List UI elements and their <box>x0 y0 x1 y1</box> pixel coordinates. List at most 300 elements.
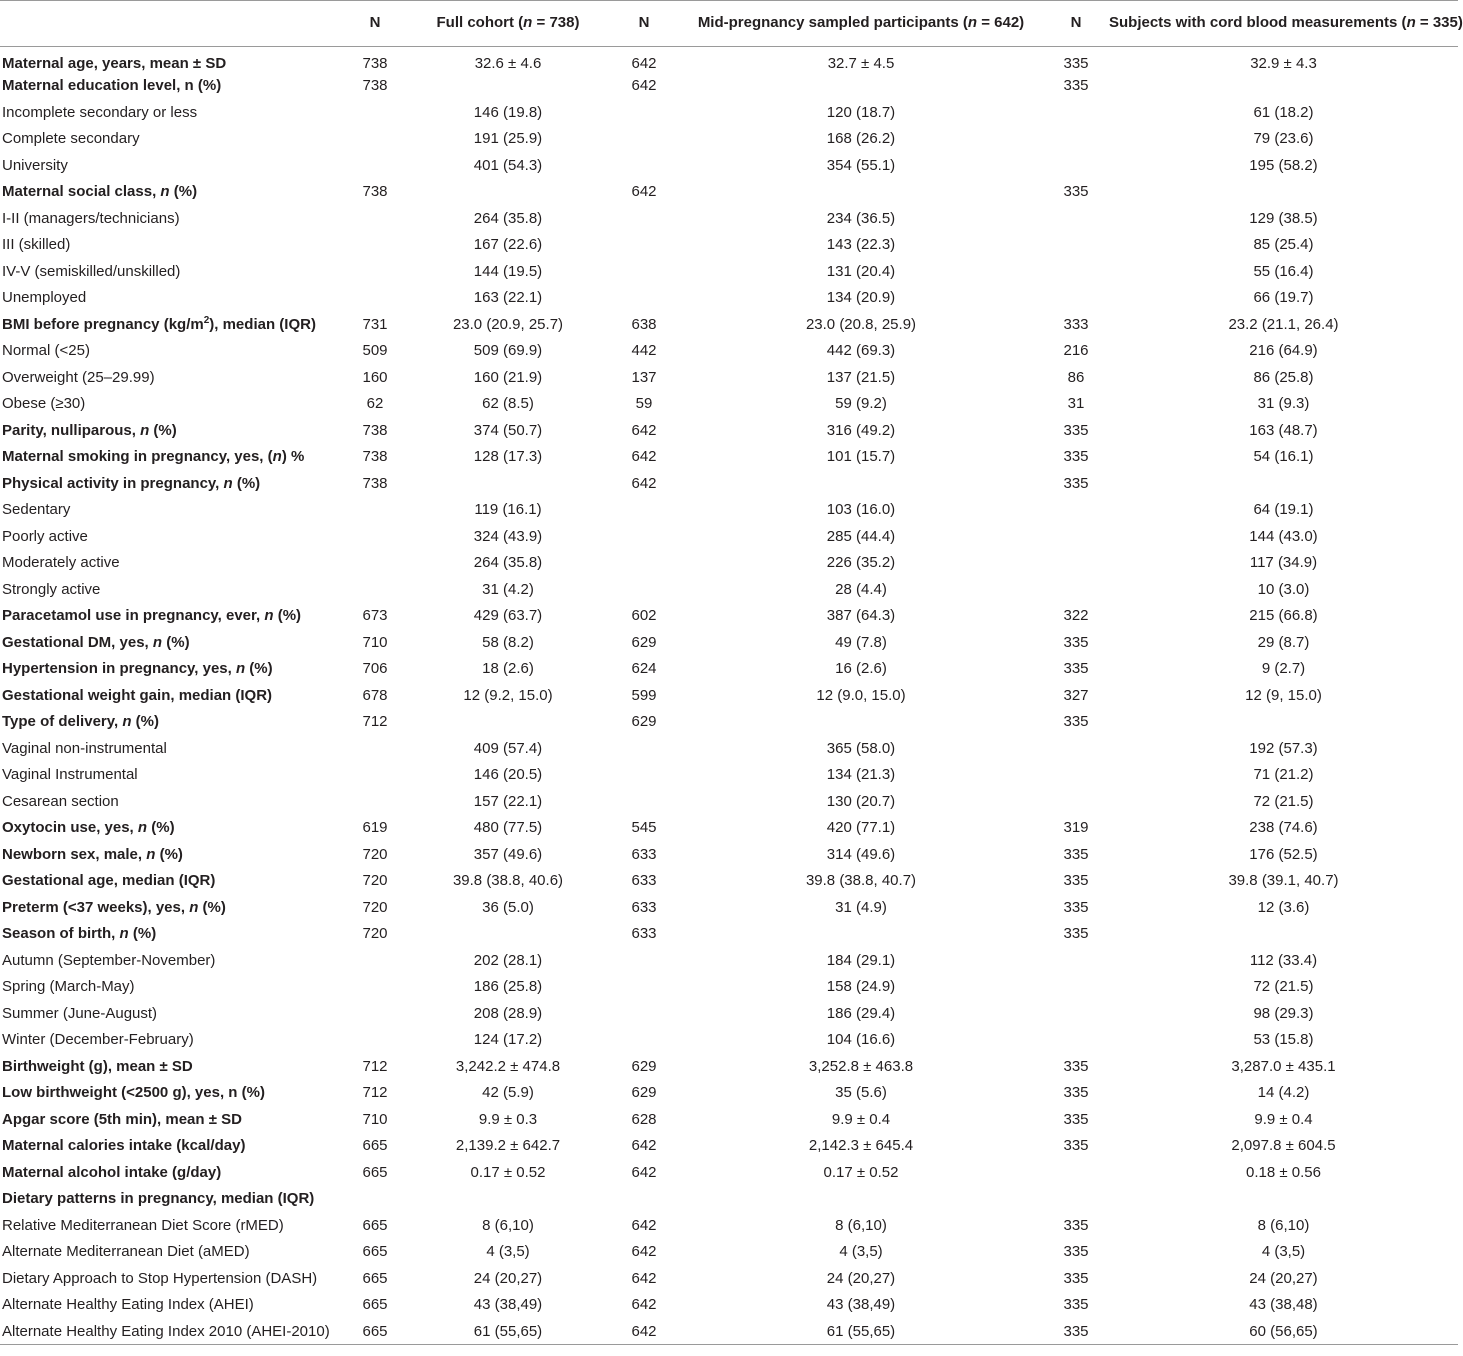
cord-blood-cell: 9 (2.7) <box>1261 660 1306 678</box>
cord-blood-cell: 86 (25.8) <box>1253 368 1314 386</box>
table-row <box>0 656 1458 683</box>
n-mid-cell <box>609 762 679 789</box>
n-cord-cell: 86 <box>1067 368 1085 386</box>
n-full-cell: 619 <box>362 819 388 837</box>
cord-blood-cell <box>1109 73 1458 100</box>
row-label: Maternal education level, n (%) <box>2 77 222 95</box>
row-label: Strongly active <box>2 580 101 598</box>
mid-pregnancy-cell: 134 (21.3) <box>826 766 896 784</box>
mid-pregnancy-cell: 0.17 ± 0.52 <box>823 1163 899 1181</box>
mid-pregnancy-cell <box>679 179 1043 206</box>
table-row <box>0 868 1458 895</box>
n-mid-cell <box>609 205 679 232</box>
n-mid-cell: 642 <box>631 1216 657 1234</box>
n-full-cell <box>343 285 407 312</box>
n-mid-cell: 442 <box>631 342 657 360</box>
n-full-cell: 731 <box>362 315 388 333</box>
full-cohort-cell: 23.0 (20.9, 25.7) <box>452 315 564 333</box>
table-row <box>0 629 1458 656</box>
table-row <box>0 497 1458 524</box>
n-mid-cell: 137 <box>631 368 657 386</box>
cord-blood-cell: 53 (15.8) <box>1253 1031 1314 1049</box>
n-full-cell: 665 <box>362 1137 388 1155</box>
cord-blood-cell: 144 (43.0) <box>1249 527 1318 545</box>
cord-blood-cell: 216 (64.9) <box>1249 342 1318 360</box>
n-cord-cell: 31 <box>1067 395 1085 413</box>
n-full-cell <box>343 788 407 815</box>
n-full-cell <box>343 974 407 1001</box>
full-cohort-cell: 43 (38,49) <box>473 1296 543 1314</box>
n-full-cell <box>343 576 407 603</box>
table-row <box>0 921 1458 948</box>
n-full-cell: 720 <box>362 872 388 890</box>
n-cord-cell <box>1043 126 1109 153</box>
n-full-cell: 160 <box>362 368 388 386</box>
n-mid-cell <box>609 152 679 179</box>
mid-pregnancy-cell: 43 (38,49) <box>826 1296 896 1314</box>
table-row <box>0 815 1458 842</box>
n-cord-cell <box>1043 974 1109 1001</box>
full-cohort-cell: 509 (69.9) <box>473 342 543 360</box>
n-cord-cell <box>1043 99 1109 126</box>
n-cord-cell: 335 <box>1063 633 1089 651</box>
n-cord-cell: 335 <box>1063 845 1089 863</box>
cord-blood-cell: 60 (56,65) <box>1109 1318 1458 1345</box>
table-row <box>0 947 1458 974</box>
table-row <box>0 99 1458 126</box>
table-row <box>0 338 1458 365</box>
mid-pregnancy-cell: 143 (22.3) <box>826 236 896 254</box>
mid-pregnancy-cell: 158 (24.9) <box>826 978 896 996</box>
n-mid-cell: 629 <box>631 633 657 651</box>
row-label: Season of birth, n (%) <box>2 925 157 943</box>
table-row <box>0 1159 1458 1186</box>
n-full-cell <box>343 205 407 232</box>
n-full-cell: 710 <box>362 1110 388 1128</box>
row-label: Parity, nulliparous, n (%) <box>2 421 177 439</box>
mid-pregnancy-cell: 8 (6,10) <box>835 1216 887 1234</box>
n-mid-cell <box>609 258 679 285</box>
n-cord-cell: 335 <box>1063 77 1089 95</box>
cord-blood-cell: 10 (3.0) <box>1257 580 1310 598</box>
full-cohort-cell: 186 (25.8) <box>473 978 543 996</box>
n-cord-cell: 335 <box>1063 1084 1089 1102</box>
cord-blood-cell: 12 (3.6) <box>1257 898 1310 916</box>
n-mid-cell: 642 <box>631 1296 657 1314</box>
row-label: Alternate Healthy Eating Index 2010 (AHEI-2010) <box>0 1318 343 1345</box>
mid-pregnancy-cell <box>679 1186 1043 1213</box>
row-label: I-II (managers/technicians) <box>2 209 180 227</box>
row-label: Normal (<25) <box>2 342 90 360</box>
mid-pregnancy-cell: 104 (16.6) <box>826 1031 896 1049</box>
full-cohort-cell: 202 (28.1) <box>473 951 543 969</box>
table-row <box>0 894 1458 921</box>
table-row <box>0 364 1458 391</box>
n-full-cell: 738 <box>362 448 388 466</box>
full-cohort-cell: 61 (55,65) <box>407 1318 609 1345</box>
table-row <box>0 205 1458 232</box>
header-n-full: N <box>343 0 407 46</box>
n-mid-cell <box>609 126 679 153</box>
n-cord-cell: 319 <box>1063 819 1089 837</box>
n-cord-cell <box>1043 1027 1109 1054</box>
mid-pregnancy-cell: 184 (29.1) <box>826 951 896 969</box>
table-row <box>0 152 1458 179</box>
full-cohort-cell: 157 (22.1) <box>473 792 543 810</box>
n-full-cell: 665 <box>362 1216 388 1234</box>
row-label: Oxytocin use, yes, n (%) <box>2 819 175 837</box>
table-row <box>0 1292 1458 1319</box>
n-full-cell: 673 <box>362 607 388 625</box>
row-label: Relative Mediterranean Diet Score (rMED) <box>2 1216 284 1234</box>
n-full-cell: 710 <box>362 633 388 651</box>
full-cohort-cell: 324 (43.9) <box>473 527 543 545</box>
n-full-cell: 720 <box>362 845 388 863</box>
n-full-cell <box>343 550 407 577</box>
row-label: Maternal age, years, mean ± SD <box>2 54 227 72</box>
n-mid-cell <box>609 550 679 577</box>
cord-blood-cell <box>1109 179 1458 206</box>
n-full-cell <box>343 1186 407 1213</box>
n-cord-cell <box>1043 550 1109 577</box>
full-cohort-cell: 144 (19.5) <box>473 262 543 280</box>
table-row <box>0 258 1458 285</box>
full-cohort-cell: 119 (16.1) <box>474 501 542 519</box>
header-row <box>0 0 1458 46</box>
full-cohort-cell: 146 (19.8) <box>473 103 543 121</box>
n-cord-cell: 335 <box>1063 660 1089 678</box>
table-row <box>0 788 1458 815</box>
n-full-cell: 738 <box>362 183 388 201</box>
n-full-cell: 509 <box>362 342 388 360</box>
n-mid-cell: 642 <box>631 54 657 72</box>
full-cohort-cell: 191 (25.9) <box>473 130 543 148</box>
row-label: BMI before pregnancy $(kg/m^2)$, median (IQR) <box>2 315 316 334</box>
n-mid-cell: 624 <box>631 660 657 678</box>
row-label: Preterm (<37 weeks), yes, n (%) <box>2 898 226 916</box>
mid-pregnancy-cell <box>679 709 1043 736</box>
full-cohort-cell: 62 (8.5) <box>482 395 534 413</box>
table-row <box>0 1133 1458 1160</box>
n-full-cell: 678 <box>362 686 388 704</box>
n-cord-cell: 335 <box>1063 474 1089 492</box>
mid-pregnancy-cell: 28 (4.4) <box>835 580 887 598</box>
row-label: Unemployed <box>2 289 87 307</box>
table-row <box>0 841 1458 868</box>
n-full-cell <box>343 497 407 524</box>
row-label: Low birthweight (<2500 g), yes, n (%) <box>2 1084 265 1102</box>
n-cord-cell: 335 <box>1063 872 1089 890</box>
header-label-col <box>0 0 343 46</box>
row-label: Apgar score (5th min), mean ± SD <box>2 1110 242 1128</box>
full-cohort-cell: 264 (35.8) <box>473 209 543 227</box>
n-cord-cell: 335 <box>1063 898 1089 916</box>
full-cohort-cell: 124 (17.2) <box>473 1031 543 1049</box>
mid-pregnancy-cell: 39.8 (38.8, 40.7) <box>805 872 917 890</box>
row-label: Maternal calories intake (kcal/day) <box>2 1137 246 1155</box>
n-mid-cell: 638 <box>631 315 657 333</box>
cord-blood-cell: 4 (3,5) <box>1261 1243 1306 1261</box>
mid-pregnancy-cell: 4 (3,5) <box>839 1243 883 1261</box>
mid-pregnancy-cell: 226 (35.2) <box>826 554 896 572</box>
full-cohort-cell: 42 (5.9) <box>482 1084 534 1102</box>
n-cord-cell: 333 <box>1063 315 1089 333</box>
cord-blood-cell: 31 (9.3) <box>1257 395 1310 413</box>
table-row <box>0 285 1458 312</box>
n-cord-cell <box>1043 152 1109 179</box>
row-label: Cesarean section <box>2 792 119 810</box>
full-cohort-cell: 4 (3,5) <box>486 1243 530 1261</box>
n-mid-cell: 633 <box>631 925 657 943</box>
table-row <box>0 523 1458 550</box>
mid-pregnancy-cell <box>679 73 1043 100</box>
full-cohort-cell: 9.9 ± 0.3 <box>478 1110 538 1128</box>
n-cord-cell: 327 <box>1063 686 1089 704</box>
n-mid-cell: 602 <box>631 607 657 625</box>
table-row <box>0 126 1458 153</box>
table-row <box>0 1186 1458 1213</box>
row-label: Dietary Approach to Stop Hypertension (DASH) <box>2 1269 318 1287</box>
mid-pregnancy-cell: 186 (29.4) <box>826 1004 896 1022</box>
n-full-cell <box>343 258 407 285</box>
n-cord-cell: 335 <box>1063 54 1089 72</box>
n-full-cell: 665 <box>362 1269 388 1287</box>
row-label: Gestational age, median (IQR) <box>2 872 216 890</box>
row-label: Paracetamol use in pregnancy, ever, n (%) <box>2 607 302 625</box>
mid-pregnancy-cell: 131 (20.4) <box>826 262 896 280</box>
mid-pregnancy-cell: 314 (49.6) <box>826 845 896 863</box>
n-mid-cell: 642 <box>631 183 657 201</box>
n-cord-cell <box>1043 285 1109 312</box>
full-cohort-cell: 167 (22.6) <box>473 236 543 254</box>
mid-pregnancy-cell: 31 (4.9) <box>835 898 887 916</box>
n-cord-cell: 335 <box>1063 1269 1089 1287</box>
full-cohort-cell: 163 (22.1) <box>473 289 543 307</box>
n-full-cell <box>343 99 407 126</box>
n-full-cell <box>343 947 407 974</box>
n-mid-cell: 642 <box>631 421 657 439</box>
row-label: Newborn sex, male, n (%) <box>2 845 183 863</box>
row-label: Type of delivery, n (%) <box>2 713 159 731</box>
row-label: Hypertension in pregnancy, yes, n (%) <box>2 660 273 678</box>
table-row <box>0 46 1458 73</box>
n-cord-cell: 335 <box>1063 1296 1089 1314</box>
row-label: Alternate Healthy Eating Index (AHEI) <box>2 1296 254 1314</box>
n-mid-cell: 642 <box>631 474 657 492</box>
mid-pregnancy-cell: 32.7 ± 4.5 <box>827 54 895 72</box>
full-cohort-cell: 409 (57.4) <box>473 739 543 757</box>
n-mid-cell: 628 <box>631 1110 657 1128</box>
row-label: Summer (June-August) <box>2 1004 158 1022</box>
cord-blood-cell: 8 (6,10) <box>1257 1216 1310 1234</box>
n-full-cell <box>343 1027 407 1054</box>
cord-blood-cell: 55 (16.4) <box>1253 262 1314 280</box>
n-full-cell: 712 <box>362 1084 388 1102</box>
cord-blood-cell: 163 (48.7) <box>1249 421 1318 439</box>
table-row <box>0 73 1458 100</box>
full-cohort-cell: 0.17 ± 0.52 <box>470 1163 546 1181</box>
mid-pregnancy-cell: 442 (69.3) <box>826 342 896 360</box>
cord-blood-cell: 39.8 (39.1, 40.7) <box>1228 872 1339 890</box>
row-label: Birthweight (g), mean ± SD <box>2 1057 193 1075</box>
n-full-cell <box>343 152 407 179</box>
n-mid-cell <box>609 947 679 974</box>
n-mid-cell: 642 <box>631 1243 657 1261</box>
mid-pregnancy-cell: 23.0 (20.8, 25.9) <box>805 315 917 333</box>
n-mid-cell <box>609 232 679 259</box>
n-full-cell: 665 <box>343 1318 407 1345</box>
cord-blood-cell: 192 (57.3) <box>1249 739 1318 757</box>
table-row <box>0 179 1458 206</box>
table-row <box>0 444 1458 471</box>
full-cohort-cell: 58 (8.2) <box>482 633 534 651</box>
row-label: Maternal smoking in pregnancy, yes, (n) % <box>2 448 305 466</box>
n-mid-cell <box>609 285 679 312</box>
row-label: Autumn (September-November) <box>2 951 216 969</box>
full-cohort-cell: 146 (20.5) <box>473 766 543 784</box>
n-cord-cell: 335 <box>1063 713 1089 731</box>
header-full-cohort: Full cohort (n = 738) <box>407 0 609 46</box>
mid-pregnancy-cell: 61 (55,65) <box>679 1318 1043 1345</box>
cord-blood-cell: 32.9 ± 4.3 <box>1250 54 1317 72</box>
table-row <box>0 709 1458 736</box>
full-cohort-cell: 24 (20,27) <box>473 1269 543 1287</box>
n-full-cell: 665 <box>362 1296 388 1314</box>
header-n-cord: N <box>1043 0 1109 46</box>
full-cohort-cell: 208 (28.9) <box>473 1004 543 1022</box>
n-mid-cell <box>609 974 679 1001</box>
mid-pregnancy-cell: 59 (9.2) <box>835 395 887 413</box>
n-cord-cell <box>1043 576 1109 603</box>
n-mid-cell: 642 <box>631 448 657 466</box>
n-full-cell <box>343 1000 407 1027</box>
n-full-cell: 738 <box>362 474 388 492</box>
n-cord-cell: 335 <box>1043 1318 1109 1345</box>
mid-pregnancy-cell: 103 (16.0) <box>826 501 896 519</box>
cord-blood-cell: 72 (21.5) <box>1253 978 1314 996</box>
cord-blood-cell: 54 (16.1) <box>1253 448 1314 466</box>
full-cohort-cell <box>407 470 609 497</box>
full-cohort-cell: 2,139.2 ± 642.7 <box>455 1137 561 1155</box>
row-label: Vaginal Instrumental <box>2 766 138 784</box>
n-mid-cell <box>609 1027 679 1054</box>
mid-pregnancy-cell: 234 (36.5) <box>826 209 896 227</box>
cord-blood-cell: 29 (8.7) <box>1257 633 1310 651</box>
cord-blood-cell <box>1109 709 1458 736</box>
n-cord-cell: 335 <box>1063 448 1089 466</box>
row-label: Moderately active <box>2 554 120 572</box>
header-mid-pregnancy: Mid-pregnancy sampled participants (n = 642) <box>679 0 1043 46</box>
full-cohort-cell: 39.8 (38.8, 40.6) <box>452 872 564 890</box>
cord-blood-cell: 61 (18.2) <box>1253 103 1314 121</box>
row-label: Physical activity in pregnancy, n (%) <box>2 474 261 492</box>
n-full-cell: 738 <box>362 77 388 95</box>
mid-pregnancy-cell <box>679 470 1043 497</box>
n-mid-cell: 633 <box>631 898 657 916</box>
full-cohort-cell: 429 (63.7) <box>473 607 543 625</box>
n-mid-cell: 629 <box>631 1057 657 1075</box>
full-cohort-cell <box>407 73 609 100</box>
cord-blood-cell: 71 (21.2) <box>1253 766 1314 784</box>
n-full-cell: 62 <box>366 395 384 413</box>
n-full-cell: 720 <box>362 925 388 943</box>
mid-pregnancy-cell <box>679 921 1043 948</box>
table-row <box>0 470 1458 497</box>
n-cord-cell: 335 <box>1063 183 1089 201</box>
table-row <box>0 391 1458 418</box>
table-row <box>0 576 1458 603</box>
n-full-cell: 712 <box>362 1057 388 1075</box>
n-mid-cell <box>609 735 679 762</box>
n-mid-cell: 642 <box>631 1269 657 1287</box>
cord-blood-cell: 66 (19.7) <box>1253 289 1314 307</box>
n-mid-cell: 642 <box>609 1318 679 1345</box>
n-cord-cell: 335 <box>1063 925 1089 943</box>
row-label: Dietary patterns in pregnancy, median (IQR) <box>2 1190 315 1208</box>
n-full-cell: 706 <box>362 660 388 678</box>
mid-pregnancy-cell: 2,142.3 ± 645.4 <box>808 1137 914 1155</box>
n-cord-cell <box>1043 947 1109 974</box>
n-full-cell: 712 <box>362 713 388 731</box>
mid-pregnancy-cell: 420 (77.1) <box>826 819 896 837</box>
table-row <box>0 311 1458 338</box>
row-label: Obese (≥30) <box>2 395 86 413</box>
cord-blood-cell: 9.9 ± 0.4 <box>1254 1110 1313 1128</box>
n-cord-cell <box>1043 762 1109 789</box>
table-row <box>0 1027 1458 1054</box>
n-full-cell: 665 <box>362 1243 388 1261</box>
n-cord-cell <box>1043 735 1109 762</box>
n-cord-cell: 335 <box>1063 1137 1089 1155</box>
n-cord-cell <box>1043 497 1109 524</box>
table-body <box>0 46 1458 1345</box>
mid-pregnancy-cell: 120 (18.7) <box>826 103 896 121</box>
full-cohort-cell <box>407 179 609 206</box>
table-row <box>0 735 1458 762</box>
mid-pregnancy-cell: 354 (55.1) <box>826 156 896 174</box>
n-full-cell: 720 <box>362 898 388 916</box>
mid-pregnancy-cell: 130 (20.7) <box>826 792 896 810</box>
table-row <box>0 1106 1458 1133</box>
mid-pregnancy-cell: 49 (7.8) <box>835 633 887 651</box>
n-full-cell <box>343 523 407 550</box>
n-cord-cell <box>1043 205 1109 232</box>
row-label: Maternal alcohol intake (g/day) <box>2 1163 222 1181</box>
cord-blood-cell: 14 (4.2) <box>1257 1084 1310 1102</box>
full-cohort-cell: 128 (17.3) <box>473 448 543 466</box>
full-cohort-cell: 480 (77.5) <box>473 819 543 837</box>
n-mid-cell <box>609 497 679 524</box>
mid-pregnancy-cell: 24 (20,27) <box>826 1269 896 1287</box>
n-mid-cell: 642 <box>631 1137 657 1155</box>
n-cord-cell: 216 <box>1063 342 1089 360</box>
mid-pregnancy-cell: 134 (20.9) <box>826 289 896 307</box>
mid-pregnancy-cell: 3,252.8 ± 463.8 <box>808 1057 914 1075</box>
table-row <box>0 1318 1458 1345</box>
n-cord-cell <box>1043 232 1109 259</box>
row-label: University <box>2 156 68 174</box>
table-row <box>0 1080 1458 1107</box>
cord-blood-cell: 112 (33.4) <box>1249 951 1318 969</box>
table-row <box>0 1265 1458 1292</box>
row-label: Incomplete secondary or less <box>2 103 198 121</box>
full-cohort-cell: 31 (4.2) <box>482 580 534 598</box>
cord-blood-cell: 23.2 (21.1, 26.4) <box>1228 315 1339 333</box>
full-cohort-cell <box>407 1186 609 1213</box>
full-cohort-cell <box>407 921 609 948</box>
table-row <box>0 682 1458 709</box>
cord-blood-cell <box>1109 921 1458 948</box>
